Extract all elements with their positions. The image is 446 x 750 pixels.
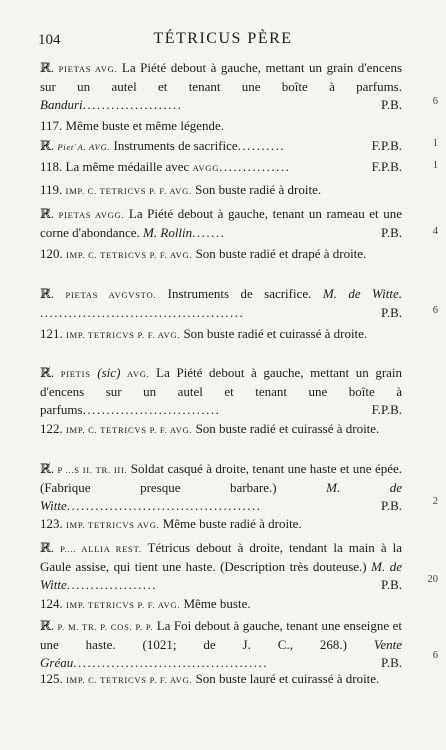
reverse-entry [40, 617, 402, 671]
entry-text: Son buste radié et cuirassé à droite. [195, 421, 380, 436]
reverse-entry [40, 59, 402, 113]
reverse-entry [40, 205, 402, 242]
source: Banduri [40, 96, 83, 112]
entry-number: 117. [40, 118, 63, 133]
entry-text: Soldat casqué à droite, tenant une haste et une épée. (Fabrique presque barbare.) [40, 461, 403, 496]
reverse-mark: ℝ̸. [40, 138, 55, 153]
grade: P.B. [381, 497, 402, 513]
entry-text: Son buste lauré et cuirassé à droite. [195, 671, 380, 686]
entry-text: Son buste radié et drapé à droite. [195, 246, 367, 261]
entry-number: 118. [40, 159, 63, 174]
legend: IMP. TETRICVS AVG. [66, 520, 160, 530]
reverse-mark: ℝ̸. [40, 60, 55, 75]
obverse-entry [40, 420, 402, 439]
leader-dots: ......................................... [73, 654, 268, 670]
entry-number: 120. [40, 246, 63, 261]
grade: F.P.B. [371, 138, 402, 153]
legend: IMP. TETRICVS P. F. AVG. [66, 600, 181, 610]
legend: PIETAS AVGVSTO. [65, 290, 157, 300]
entry-text: Instruments de sacrifice. [167, 286, 312, 301]
leader-dots: ..................... [82, 96, 183, 112]
reverse-mark: ℝ̸. [40, 540, 55, 555]
sic-note: (sic) [97, 365, 121, 380]
source: Vente Gréau [40, 637, 402, 670]
grade: P.B. [381, 654, 402, 670]
legend: PIETIS [60, 369, 91, 379]
obverse-entry [40, 117, 402, 134]
entry-text: La Piété debout à gauche, mettant un grain d'encens sur un autel et tenant une boîte à parfums. [40, 60, 403, 95]
obverse-entry [40, 595, 402, 614]
entry-text: Même buste et même légende. [65, 118, 225, 133]
obverse-entry [40, 158, 402, 177]
legend: IMP. TETRICVS P. F. AVG. [66, 330, 181, 340]
entry-text: La Foi debout à gauche, tenant une enseigne et une haste. (1021; de J. C., 268.) [40, 618, 402, 653]
margin-mark: 4 [432, 226, 438, 237]
legend: P.... ALLIA REST. [60, 544, 142, 554]
leader-dots: ....... [192, 225, 226, 241]
legend: P ...S II. TR. III. [57, 465, 128, 475]
margin-mark: 1 [432, 160, 438, 171]
margin-mark: 6 [432, 650, 438, 661]
obverse-entry [40, 670, 402, 689]
source: M. de Witte [40, 480, 402, 513]
entry-text: Tétricus debout à droite, tendant la main à la Gaule assise, qui tient une haste. (Description très douteuse.) [40, 540, 403, 575]
obverse-entry [40, 325, 402, 344]
running-title: TÉTRICUS PÈRE [153, 30, 293, 47]
entry-text: La Piété debout à gauche, mettant un grain d'encens sur un autel et tenant une boîte à parfums [40, 365, 403, 417]
reverse-mark: ℝ̸. [40, 286, 55, 301]
legend: PIETAS AVG. [58, 64, 118, 74]
entry-number: 122. [40, 421, 63, 436]
leader-dots: ........................................... [40, 305, 245, 321]
entry-text: La même médaille avec [65, 159, 190, 174]
leader-dots: ............... [219, 159, 291, 174]
entry-text: Instruments de sacrifice [113, 138, 238, 153]
reverse-entry [40, 539, 402, 593]
grade: P.B. [381, 225, 402, 241]
legend: AVG. [127, 369, 150, 379]
legend: IMP. C. TETRICVS P. F. AVG. [66, 250, 193, 260]
leader-dots: ............................. [82, 401, 221, 417]
reverse-mark: ℝ̸. [40, 365, 55, 380]
legend: PIETAS AVGG. [58, 210, 125, 220]
margin-mark: 1 [432, 138, 438, 149]
entry-text: Son buste radié à droite. [195, 182, 322, 197]
reverse-entry [40, 364, 402, 418]
obverse-entry [40, 245, 402, 264]
leader-dots: ......................................... [66, 497, 262, 513]
reverse-mark: ℝ̸. [40, 618, 55, 633]
entry-text: Même buste. [183, 596, 251, 611]
legend: IMP. C. TETRICVS P. F. AVG. [65, 186, 192, 196]
source: M. Rollin [143, 225, 193, 241]
margin-mark: 2 [432, 496, 438, 507]
grade: F.P.B. [371, 401, 402, 417]
page-number: 104 [38, 32, 61, 48]
legend: AVGG [192, 163, 220, 173]
grade: F.P.B. [371, 159, 402, 174]
reverse-mark: ℝ̸. [40, 206, 55, 221]
margin-mark: 6 [432, 305, 438, 316]
legend: IMP. C. TETRICVS P. F. AVG. [66, 425, 193, 435]
grade: P.B. [381, 576, 402, 592]
source: M. de Witte. [322, 286, 402, 301]
grade: P.B. [381, 96, 402, 112]
reverse-mark: ℝ̸. [40, 461, 55, 476]
entry-text: La Piété debout à gauche, tenant un rameau et une corne d'abondance. [40, 206, 402, 241]
entry-text: Même buste radié à droite. [162, 516, 302, 531]
reverse-entry [40, 137, 402, 156]
legend: IMP. C. TETRICVS P. F. AVG. [66, 675, 193, 685]
grade: P.B. [381, 305, 402, 321]
entry-number: 119. [40, 182, 63, 197]
margin-mark: 20 [427, 574, 438, 585]
source: M. de Witte [40, 559, 403, 592]
reverse-entry [40, 460, 402, 514]
reverse-entry [40, 285, 402, 322]
obverse-entry [40, 515, 402, 534]
entry-number: 124. [40, 596, 63, 611]
entry-number: 123. [40, 516, 63, 531]
legend: PietˋA. AVG. [57, 142, 111, 152]
obverse-entry [40, 181, 402, 200]
entry-number: 121. [40, 326, 63, 341]
leader-dots: ................... [66, 576, 157, 592]
entry-text: Son buste radié et cuirassé à droite. [183, 326, 368, 341]
leader-dots: .......... [237, 138, 286, 153]
legend: P. M. TR. P. COS. P. P. [57, 622, 154, 632]
margin-mark: 6 [432, 96, 438, 107]
entry-number: 125. [40, 671, 63, 686]
